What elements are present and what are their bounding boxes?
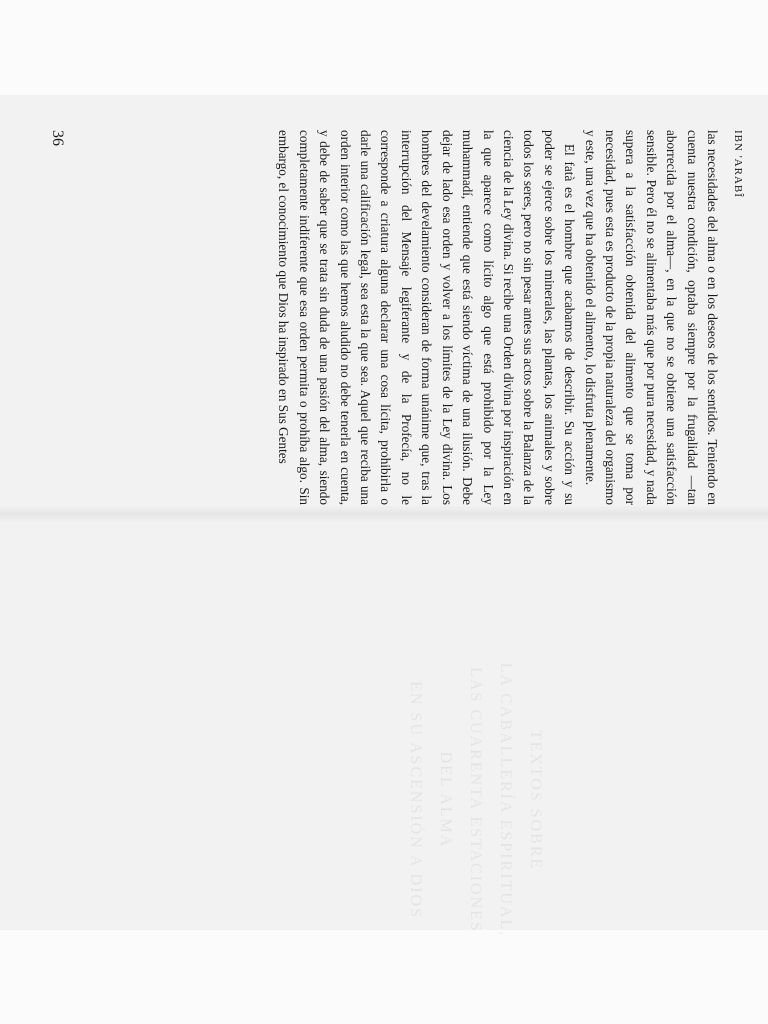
text-page	[34, 130, 744, 505]
ghost-line-2: LA CABALLERÍA ESPIRITUAL,	[497, 662, 514, 938]
paragraph-1: las necesidades del alma o en los deseos de los sentidos. Teniendo en cuenta nuestra condición, optaba siempre por la frugalidad —tan aborrecida por el alma—, en la que no se obtiene una satisfacción sensible. Pero él no se alimentaba más que por pura necesidad, y nada supera a la satisfacción obtenida del alimento que se toma por necesidad, pues esta es producto de la propia naturaleza del organismo y este, una vez que ha obtenido el alimento, lo disfruta plenamente.	[582, 130, 720, 505]
body-text	[82, 130, 722, 505]
ghost-line-5: EN SU ASCENSIÓN A DIOS	[407, 681, 424, 919]
gutter-shadow	[0, 505, 768, 523]
page-number: 36	[49, 130, 66, 146]
ghost-line-3: LAS CUARENTA ESTACIONES	[467, 667, 484, 933]
ghost-line-4: DEL ALMA	[437, 751, 454, 849]
ghost-line-1: TEXTOS SOBRE	[527, 729, 544, 871]
bleed-through-text	[360, 640, 550, 960]
paragraph-2: El fatà es el hombre que acabamos de describir. Su acción y su poder se ejerce sobre los minerales, las plantas, los animales y sobre todos los seres, pero no sin pesar antes sus actos sobre la Balanza de la ciencia de la Ley divina. Si recibe una Orden divina por inspiración en la que aparece como lícito algo que está prohibido por la Ley muhammadí, entiende que está siendo víctima de una ilusión. Debe dejar de lado esa orden y volver a los límites de la Ley divina. Los hombres del develamiento consideran de forma unánime que, tras la interrupción del Mensaje legiferante y de la Profecía, no le corresponde a criatura alguna declarar una cosa lícita, prohibirla o darle una calificación legal, sea esta la que sea. Aquel que reciba una orden interior como las que hemos aludido no debe tenerla en cuenta, y debe de saber que se trata sin duda de una pasión del alma, siendo completamente indiferente que esa orden permita o prohíba algo. Sin embargo, el conocimiento que Dios ha inspirado en Sus Gentes	[276, 130, 578, 505]
running-head: IBN 'ARABÎ	[732, 130, 744, 198]
